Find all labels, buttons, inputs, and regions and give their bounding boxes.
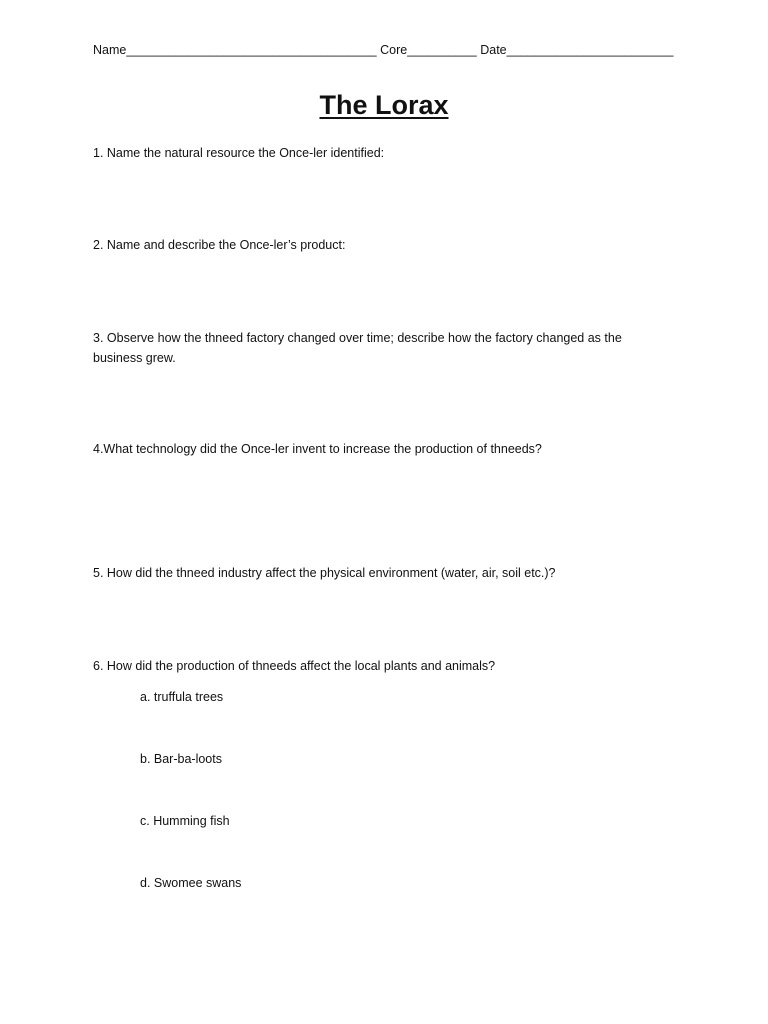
core-label: Core	[380, 43, 408, 57]
subitem-b: b. Bar-ba-loots	[140, 752, 222, 766]
header-fields	[93, 43, 673, 57]
page-title: The Lorax	[319, 90, 449, 120]
core-blank[interactable]: __________	[407, 43, 477, 57]
question-4: 4.What technology did the Once-ler invent to increase the production of thneeds?	[93, 442, 542, 456]
question-2: 2. Name and describe the Once-ler’s product:	[93, 238, 346, 252]
date-blank[interactable]: ________________________	[506, 43, 674, 57]
question-3: 3. Observe how the thneed factory changed over time; describe how the factory changed as the business grew.	[93, 331, 622, 365]
name-blank[interactable]: ____________________________________	[126, 43, 377, 57]
subitem-a: a. truffula trees	[140, 690, 224, 704]
question-1: 1. Name the natural resource the Once-ler identified:	[93, 146, 385, 160]
subitem-c: c. Humming fish	[140, 814, 230, 828]
name-label: Name	[93, 43, 127, 57]
subitem-d: d. Swomee swans	[140, 876, 242, 890]
question-5: 5. How did the thneed industry affect the physical environment (water, air, soil etc.)?	[93, 566, 556, 580]
date-label: Date	[480, 43, 507, 57]
question-6: 6. How did the production of thneeds affect the local plants and animals?	[93, 659, 496, 673]
